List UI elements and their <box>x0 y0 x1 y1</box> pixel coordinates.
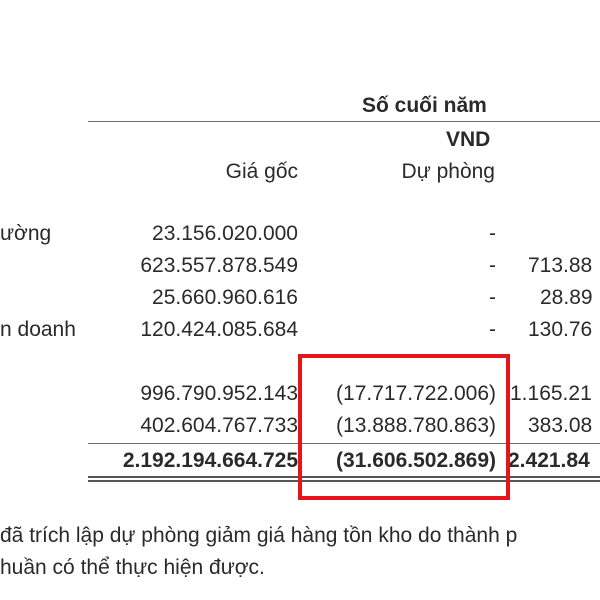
provision-cell: (13.888.780.863) <box>336 414 496 437</box>
cost-cell: 25.660.960.616 <box>152 286 298 309</box>
cost-cell: 120.424.085.684 <box>140 318 298 341</box>
row-label: ường <box>0 222 52 245</box>
total-cost: 2.192.194.664.725 <box>122 449 298 472</box>
currency-label: VND <box>446 128 491 151</box>
highlight-box <box>298 354 510 500</box>
note-line-1: đã trích lập dự phòng giảm giá hàng tồn kho do thành p <box>0 524 518 547</box>
provision-cell: - <box>489 318 496 341</box>
provision-cell: - <box>489 286 496 309</box>
provision-cell: (17.717.722.006) <box>336 382 496 405</box>
provision-cell: - <box>489 222 496 245</box>
group-header: Số cuối năm <box>362 94 487 117</box>
total-next-col: 2.421.84 <box>508 449 590 472</box>
col-header-provision: Dự phòng <box>401 160 495 183</box>
provision-cell: - <box>489 254 496 277</box>
next-col-cell: 383.08 <box>528 414 593 437</box>
cost-cell: 402.604.767.733 <box>140 414 298 437</box>
note-line-2: huần có thể thực hiện được. <box>0 556 265 579</box>
next-col-cell: 28.89 <box>540 286 593 309</box>
header-rule <box>88 121 600 122</box>
total-provision: (31.606.502.869) <box>336 449 496 472</box>
next-col-cell: 713.88 <box>528 254 593 277</box>
cost-cell: 23.156.020.000 <box>152 222 298 245</box>
next-col-cell: 130.76 <box>528 318 593 341</box>
row-label: n doanh <box>0 318 76 341</box>
col-header-cost: Giá gốc <box>225 160 298 183</box>
cost-cell: 996.790.952.143 <box>140 382 298 405</box>
cost-cell: 623.557.878.549 <box>140 254 298 277</box>
next-col-cell: 1.165.21 <box>510 382 592 405</box>
